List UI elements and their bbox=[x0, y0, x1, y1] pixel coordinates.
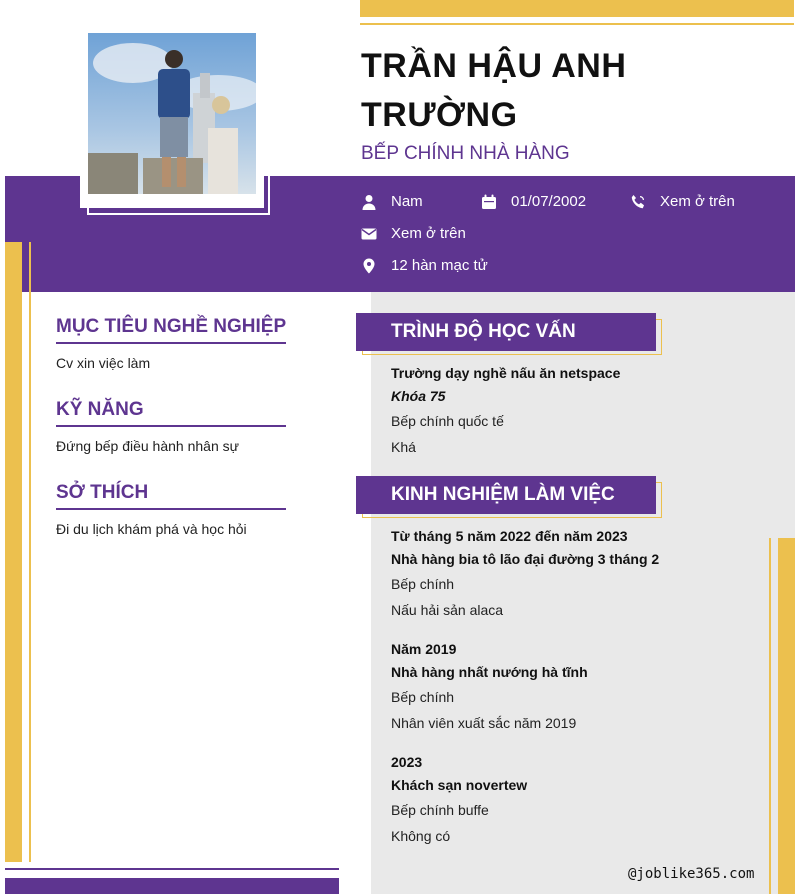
email-row bbox=[361, 225, 466, 242]
objective-section bbox=[56, 316, 286, 371]
address-value: 12 hàn mạc tử bbox=[391, 257, 488, 274]
address-row bbox=[361, 257, 488, 274]
hobbies-title: SỞ THÍCH bbox=[56, 482, 149, 503]
education-school: Trường dạy nghề nấu ăn netspace bbox=[391, 365, 621, 381]
bottom-accent-line bbox=[5, 868, 339, 870]
education-entry bbox=[391, 365, 620, 455]
job-title: BẾP CHÍNH NHÀ HÀNG bbox=[361, 143, 570, 164]
envelope-icon bbox=[361, 226, 377, 242]
experience-period: Năm 2019 bbox=[391, 641, 457, 657]
bottom-accent-bar bbox=[5, 878, 339, 894]
experience-position: Bếp chính bbox=[391, 689, 455, 705]
experience-header: KINH NGHIỆM LÀM VIỆC bbox=[356, 476, 656, 514]
experience-item bbox=[391, 528, 659, 618]
objective-text: Cv xin việc làm bbox=[56, 355, 151, 371]
candidate-name: TRẦN HẬU ANH TRƯỜNG bbox=[361, 47, 627, 134]
experience-item bbox=[391, 754, 527, 844]
watermark: @joblike365.com bbox=[628, 866, 755, 882]
experience-position: Bếp chính buffe bbox=[391, 802, 489, 818]
right-accent-line bbox=[769, 538, 771, 894]
skills-title: KỸ NĂNG bbox=[56, 399, 144, 420]
left-accent-line bbox=[29, 242, 31, 862]
experience-position: Bếp chính bbox=[391, 576, 455, 592]
phone-icon bbox=[630, 194, 646, 210]
education-header: TRÌNH ĐỘ HỌC VẤN bbox=[356, 313, 656, 351]
skills-section bbox=[56, 399, 286, 454]
experience-description: Nấu hải sản alaca bbox=[391, 602, 504, 618]
experience-company: Nhà hàng nhất nướng hà tĩnh bbox=[391, 664, 588, 680]
right-accent-bar bbox=[778, 538, 795, 894]
top-accent-bar bbox=[360, 0, 794, 17]
person-icon bbox=[361, 194, 377, 210]
experience-company: Khách sạn novertew bbox=[391, 777, 528, 793]
phone-value: Xem ở trên bbox=[660, 193, 735, 210]
calendar-icon bbox=[481, 194, 497, 210]
education-major: Bếp chính quốc tế bbox=[391, 413, 504, 429]
avatar bbox=[88, 33, 256, 194]
birthday-value: 01/07/2002 bbox=[511, 193, 587, 210]
education-grade: Khá bbox=[391, 439, 416, 455]
skills-text: Đứng bếp điều hành nhân sự bbox=[56, 438, 239, 454]
gender-row bbox=[361, 193, 423, 210]
hobbies-section bbox=[56, 482, 286, 537]
objective-rule bbox=[56, 342, 286, 344]
experience-period: 2023 bbox=[391, 754, 423, 770]
top-accent-line bbox=[360, 23, 794, 25]
hobbies-rule bbox=[56, 508, 286, 510]
experience-description: Nhân viên xuất sắc năm 2019 bbox=[391, 715, 577, 731]
experience-description: Không có bbox=[391, 828, 451, 844]
experience-company: Nhà hàng bia tô lão đại đường 3 tháng 2 bbox=[391, 551, 660, 567]
location-pin-icon bbox=[361, 258, 377, 274]
gender-value: Nam bbox=[391, 193, 423, 210]
skills-rule bbox=[56, 425, 286, 427]
birthday-row bbox=[481, 193, 586, 210]
experience-period: Từ tháng 5 năm 2022 đến năm 2023 bbox=[391, 528, 628, 544]
email-value: Xem ở trên bbox=[391, 225, 466, 242]
phone-row bbox=[630, 193, 735, 210]
left-accent-bar bbox=[5, 242, 22, 862]
objective-title: MỤC TIÊU NGHỀ NGHIỆP bbox=[56, 316, 287, 337]
hobbies-text: Đi du lịch khám phá và học hỏi bbox=[56, 521, 247, 537]
education-course: Khóa 75 bbox=[391, 388, 446, 404]
experience-item bbox=[391, 641, 588, 731]
